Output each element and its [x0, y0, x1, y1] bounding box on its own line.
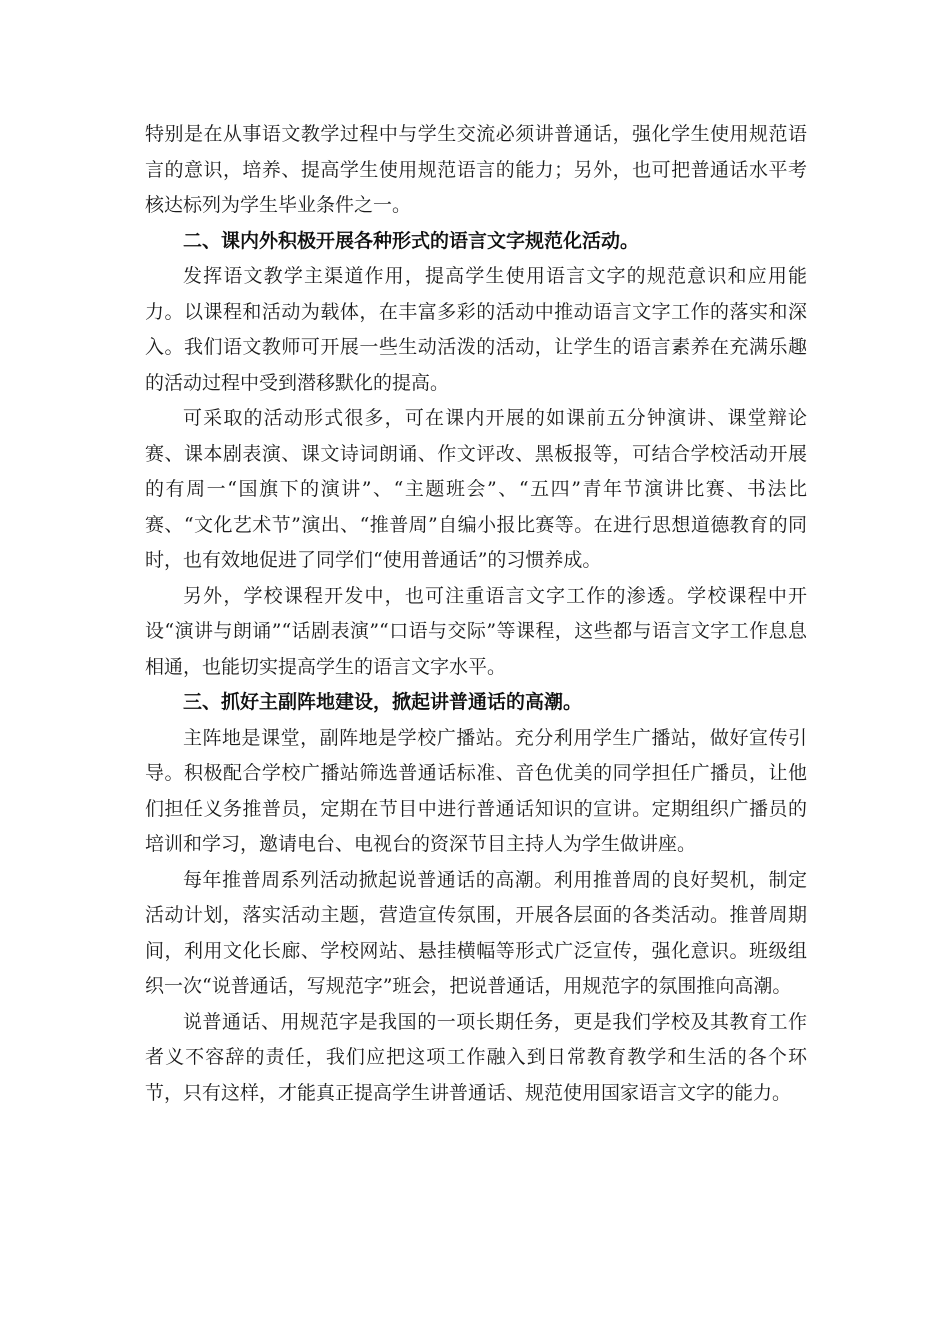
section-heading-3: 三、抓好主副阵地建设，掀起讲普通话的高潮。: [183, 691, 583, 713]
paragraph: 另外，学校课程开发中，也可注重语言文字工作的渗透。学校课程中开设“演讲与朗诵”“话剧表演”“口语与交际”等课程，这些都与语言文字工作息息相通，也能切实提高学生的语言文字水平。: [145, 584, 807, 678]
paragraph: 主阵地是课堂，副阵地是学校广播站。充分利用学生广播站，做好宣传引导。积极配合学校广播站筛选普通话标准、音色优美的同学担任广播员，让他们担任义务推普员，定期在节目中进行普通话知识的宣讲。定期组织广播员的培训和学习，邀请电台、电视台的资深节目主持人为学生做讲座。: [145, 726, 807, 855]
section-heading-2: 二、课内外积极开展各种形式的语言文字规范化活动。: [183, 229, 640, 252]
paragraph: 说普通话、用规范字是我国的一项长期任务，更是我们学校及其教育工作者义不容辞的责任，我们应把这项工作融入到日常教育教学和生活的各个环节，只有这样，才能真正提高学生讲普通话、规范使用国家语言文字的能力。: [145, 1010, 807, 1104]
document-body: [145, 117, 807, 1111]
paragraph: 每年推普周系列活动掀起说普通话的高潮。利用推普周的良好契机，制定活动计划，落实活动主题，营造宣传氛围，开展各层面的各类活动。推普周期间，利用文化长廊、学校网站、悬挂横幅等形式广泛宣传，强化意识。班级组织一次“说普通话，写规范字”班会，把说普通话，用规范字的氛围推向高潮。: [145, 868, 807, 997]
paragraph: 可采取的活动形式很多，可在课内开展的如课前五分钟演讲、课堂辩论赛、课本剧表演、课文诗词朗诵、作文评改、黑板报等，可结合学校活动开展的有周一“国旗下的演讲”、“主题班会”、“五四”青年节演讲比赛、书法比赛、“文化艺术节”演出、“推普周”自编小报比赛等。在进行思想道德教育的同时，也有效地促进了同学们“使用普通话”的习惯养成。: [145, 407, 807, 571]
paragraph: 发挥语文教学主渠道作用，提高学生使用语言文字的规范意识和应用能力。以课程和活动为载体，在丰富多彩的活动中推动语言文字工作的落实和深入。我们语文教师可开展一些生动活泼的活动，让学生的语言素养在充满乐趣的活动过程中受到潜移默化的提高。: [145, 265, 807, 394]
paragraph-continuation: 特别是在从事语文教学过程中与学生交流必须讲普通话，强化学生使用规范语言的意识，培养、提高学生使用规范语言的能力；另外，也可把普通话水平考核达标列为学生毕业条件之一。: [145, 123, 807, 216]
